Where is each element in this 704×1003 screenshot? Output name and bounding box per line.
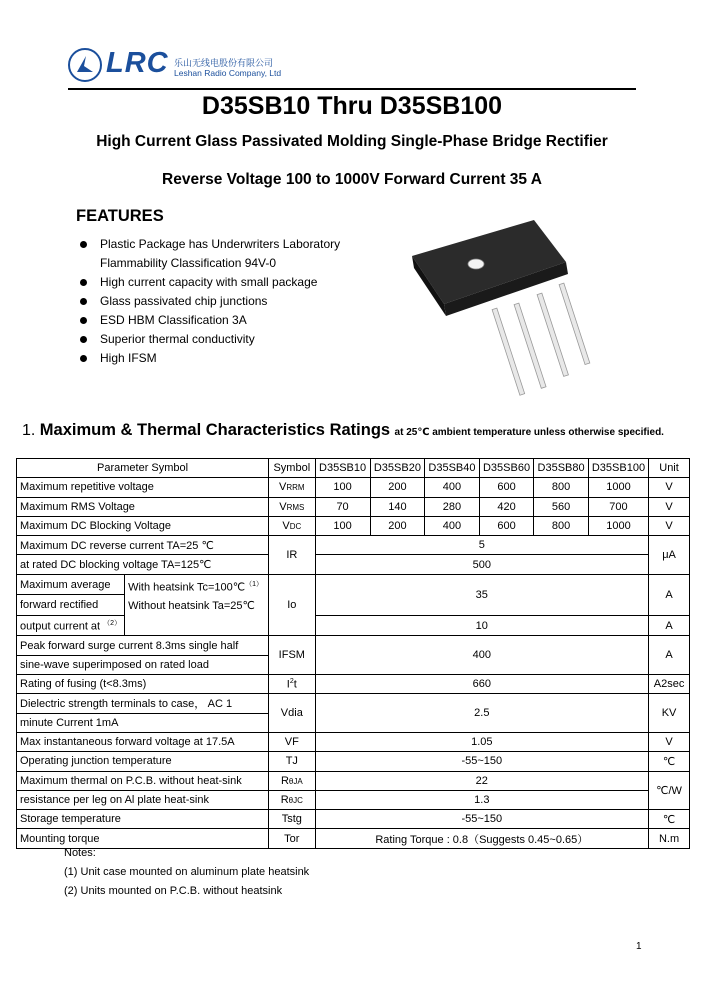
ratings-table: [16, 458, 690, 849]
page-number: 1: [636, 941, 642, 952]
table-row: Operating junction temperature TJ -55~150 ℃: [17, 752, 690, 771]
table-row: forward rectified: [17, 595, 690, 616]
table-row: Maximum thermal on P.C.B. without heat-sink RθJA 22 ℃/W: [17, 771, 690, 790]
header-d35sb60: D35SB60: [479, 459, 534, 478]
table-row: resistance per leg on Al plate heat-sink RθJC 1.3: [17, 790, 690, 809]
table-row: Maximum RMS Voltage VRMS 70 140 280 420 560 700 V: [17, 497, 690, 516]
table-row: Maximum DC Blocking Voltage VDC 100 200 400 600 800 1000 V: [17, 516, 690, 535]
feature-item: Superior thermal conductivity: [78, 330, 378, 349]
table-row: sine-wave superimposed on rated load: [17, 655, 690, 674]
table-row: at rated DC blocking voltage TA=125℃ 500: [17, 555, 690, 574]
note-item: (1) Unit case mounted on aluminum plate heatsink: [64, 866, 310, 878]
table-header-row: [17, 459, 690, 478]
section-heading: 1. Maximum & Thermal Characteristics Ratings at 25℃ ambient temperature unless otherwise specified.: [22, 421, 664, 439]
bridge-rectifier-package-image: [404, 214, 594, 404]
table-row: Max instantaneous forward voltage at 17.5A VF 1.05 V: [17, 732, 690, 751]
feature-item: ESD HBM Classification 3A: [78, 311, 378, 330]
header-d35sb20: D35SB20: [370, 459, 425, 478]
notes-heading: Notes:: [64, 847, 96, 859]
feature-item: High current capacity with small package: [78, 273, 378, 292]
table-row: Mounting torque Tor Rating Torque : 0.8（Suggests 0.45~0.65） N.m: [17, 829, 690, 848]
features-list: [78, 235, 378, 368]
header-d35sb40: D35SB40: [425, 459, 480, 478]
header-d35sb100: D35SB100: [588, 459, 648, 478]
header-parameter: Parameter Symbol: [17, 459, 269, 478]
table-row: Maximum DC reverse current TA=25 ℃ IR 5 μA: [17, 536, 690, 555]
table-row: Storage temperature Tstg -55~150 ℃: [17, 810, 690, 829]
logo-emblem-icon: [68, 48, 102, 82]
feature-item: Glass passivated chip junctions: [78, 292, 378, 311]
table-row: Peak forward surge current 8.3ms single half IFSM 400 A: [17, 636, 690, 655]
table-row: Dielectric strength terminals to case， AC 1 Vdia 2.5 KV: [17, 694, 690, 713]
header-d35sb80: D35SB80: [534, 459, 589, 478]
header-d35sb10: D35SB10: [315, 459, 370, 478]
note-item: (2) Units mounted on P.C.B. without heatsink: [64, 885, 283, 897]
package-pin: [537, 293, 568, 376]
table-row: Rating of fusing (t<8.3ms) $I^2t$ 660 A2sec: [17, 675, 690, 694]
feature-item: High IFSM: [78, 349, 378, 368]
features-heading: FEATURES: [76, 207, 164, 225]
table-row: output current at $^{(2)}$ 10 A: [17, 615, 690, 636]
package-pin: [559, 283, 590, 364]
header-unit: Unit: [649, 459, 690, 478]
table-row: Maximum repetitive voltage VRRM 100 200 400 600 800 1000 V: [17, 478, 690, 497]
subtitle-description: High Current Glass Passivated Molding Single-Phase Bridge Rectifier: [96, 133, 608, 150]
table-row: Maximum average With heatsink Tc=100℃$^{(1)}$ Without heatsink Ta=25℃ Io 35 A: [17, 574, 690, 595]
header-divider: [68, 88, 636, 90]
page-title: D35SB10 Thru D35SB100: [201, 92, 503, 120]
table-row: minute Current 1mA: [17, 713, 690, 732]
header-symbol: Symbol: [269, 459, 315, 478]
subtitle-ratings: Reverse Voltage 100 to 1000V Forward Current 35 A: [162, 171, 542, 188]
company-name-en: Leshan Radio Company, Ltd: [174, 68, 282, 78]
company-name-cn: 乐山无线电股份有限公司: [174, 58, 274, 68]
mounting-hole: [468, 259, 484, 269]
logo-text: LRC: [106, 47, 169, 79]
feature-item: Plastic Package has Underwriters Laboratory Flammability Classification 94V-0: [78, 235, 378, 273]
